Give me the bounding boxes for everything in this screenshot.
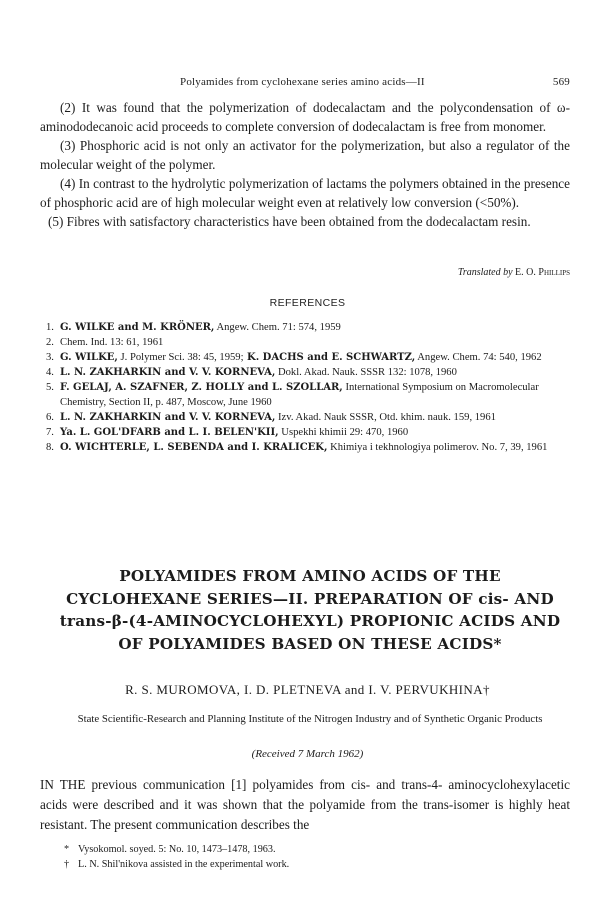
received-date: (Received 7 March 1962)	[251, 748, 364, 760]
conclusion-item: (4) In contrast to the hydrolytic polymerization of lactams the polymers obtained in the presence of phosphoric acid are of high molecular weight even at relatively low conversion (<50%).	[40, 176, 570, 210]
reference-item: 6. L. N. ZAKHARKIN and V. V. KORNEVA, Izv. Akad. Nauk SSSR, Otd. khim. nauk. 159, 1961	[46, 412, 496, 423]
article-authors: R. S. MUROMOVA, I. D. PLETNEVA and I. V. PERVUKHINA†	[125, 682, 490, 697]
reference-item: 1. G. WILKE and M. KRÖNER, Angew. Chem. 71: 574, 1959	[46, 322, 341, 333]
page-number: 569	[552, 76, 570, 88]
footnote-item: † L. N. Shil'nikova assisted in the experimental work.	[64, 859, 290, 870]
references-list	[46, 320, 572, 455]
footnotes	[64, 842, 564, 872]
running-head-title: Polyamides from cyclohexane series amino acids—II	[180, 76, 425, 88]
reference-item: 3. G. WILKE, J. Polymer Sci. 38: 45, 1959; K. DACHS and E. SCHWARTZ, Angew. Chem. 74: 540, 1962	[46, 352, 542, 363]
footnote-item: * Vysokomol. soyed. 5: No. 10, 1473–1478, 1963.	[64, 844, 276, 855]
reference-item: 8. O. WICHTERLE, L. SEBENDA and I. KRALICEK, Khimiya i tekhnologiya polimerov. No. 7, 39, 1961	[46, 442, 548, 453]
intro-paragraph-block	[40, 775, 570, 835]
translator-credit	[300, 267, 570, 278]
conclusion-item: (3) Phosphoric acid is not only an activator for the polymerization, but also a regulator of the molecular weight of the polymer.	[40, 138, 570, 172]
title-line: POLYAMIDES FROM AMINO ACIDS OF THE	[119, 567, 501, 585]
title-line: OF POLYAMIDES BASED ON THESE ACIDS*	[118, 634, 502, 653]
article-title	[40, 565, 580, 655]
conclusions-list	[40, 98, 570, 231]
affiliation: State Scientific-Research and Planning Institute of the Nitrogen Industry and of Synthetic Organic Products	[77, 713, 543, 725]
reference-item: 4. L. N. ZAKHARKIN and V. V. KORNEVA, Dokl. Akad. Nauk. SSSR 132: 1078, 1960	[46, 367, 457, 378]
reference-item: 5. F. GELAJ, A. SZAFNER, Z. HOLLY and L. SZOLLAR, International Symposium on Macromolecular Chemistry, Section II, p. 487, Moscow, June 1960	[46, 382, 539, 408]
references-heading: REFERENCES	[269, 297, 346, 309]
translator-name: E. O. Phillips	[515, 267, 570, 278]
title-line: trans-β-(4-AMINOCYCLOHEXYL) PROPIONIC ACIDS AND	[59, 612, 561, 630]
reference-item: 7. Ya. L. GOL'DFARB and L. I. BELEN'KII, Uspekhi khimii 29: 470, 1960	[46, 427, 409, 438]
conclusion-item: (5) Fibres with satisfactory characteristics have been obtained from the dodecalactam resin.	[48, 214, 531, 229]
title-line: CYCLOHEXANE SERIES—II. PREPARATION OF cis- AND	[66, 589, 554, 608]
reference-item: 2. Chem. Ind. 13: 61, 1961	[46, 337, 164, 348]
translator-prefix: Translated by	[457, 267, 513, 278]
conclusion-item: (2) It was found that the polymerization of dodecalactam and the polycondensation of ω-aminododecanoic acid proceeds to complete conversion of dodecalactam is free from monomer.	[40, 100, 570, 134]
intro-paragraph: IN THE previous communication [1] polyamides from cis- and trans-4- aminocyclohexylacetic acids were described and it was shown that the polyamide from the trans-isomer is highly heat resistant. The present communication describes the	[40, 777, 570, 832]
